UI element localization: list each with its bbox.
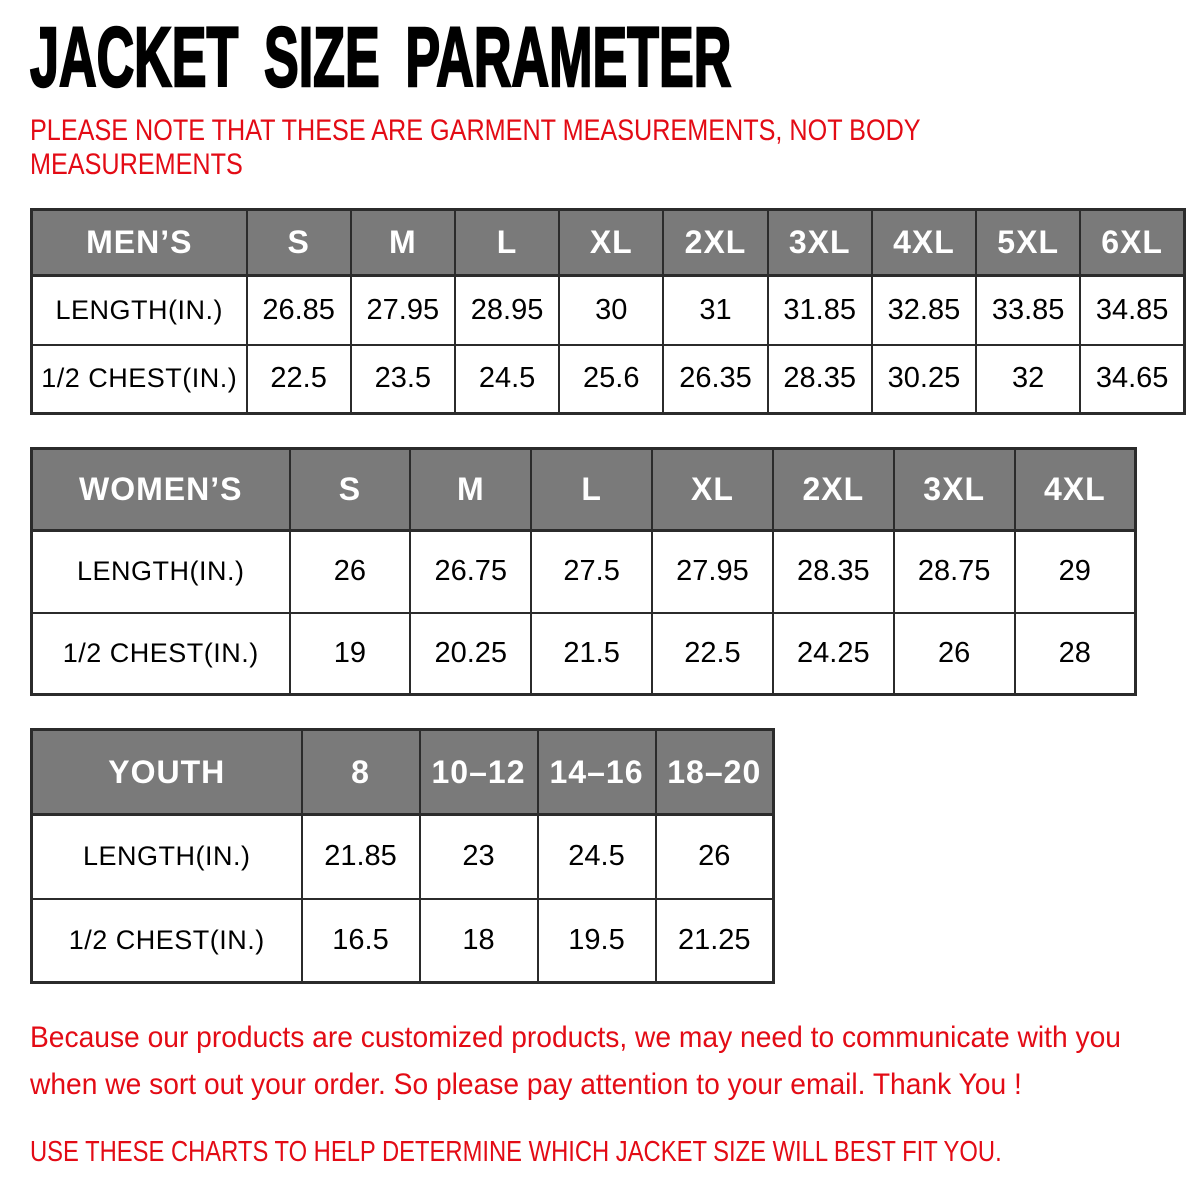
size-header-cell: M xyxy=(351,210,455,276)
row-label: 1/2 CHEST(IN.) xyxy=(32,899,302,983)
size-value-cell: 32 xyxy=(976,345,1080,414)
size-header-cell: XL xyxy=(559,210,663,276)
size-header-cell: XL xyxy=(652,449,773,531)
size-header-cell: L xyxy=(455,210,559,276)
size-value-cell: 24.5 xyxy=(455,345,559,414)
table-row xyxy=(32,276,1185,345)
row-label: 1/2 CHEST(IN.) xyxy=(32,345,247,414)
page-title: JACKET SIZE PARAMETER xyxy=(30,10,732,104)
note-line: PLEASE NOTE THAT THESE ARE GARMENT MEASUREMENTS, NOT BODY xyxy=(30,114,921,147)
size-header-cell: 18–20 xyxy=(656,730,774,815)
youth-size-table xyxy=(30,728,775,984)
table-row xyxy=(32,899,774,983)
womens-size-table xyxy=(30,447,1137,696)
size-value-cell: 34.85 xyxy=(1080,276,1184,345)
size-value-cell: 30.25 xyxy=(872,345,976,414)
size-value-cell: 22.5 xyxy=(247,345,351,414)
size-value-cell: 33.85 xyxy=(976,276,1080,345)
size-value-cell: 30 xyxy=(559,276,663,345)
youth-size-table-container xyxy=(30,728,1170,984)
table-row xyxy=(32,613,1136,695)
size-value-cell: 27.95 xyxy=(652,531,773,613)
womens-table-title: WOMEN’S xyxy=(32,449,290,531)
row-label: 1/2 CHEST(IN.) xyxy=(32,613,290,695)
size-header-cell: 2XL xyxy=(773,449,894,531)
size-value-cell: 22.5 xyxy=(652,613,773,695)
size-value-cell: 27.5 xyxy=(531,531,652,613)
size-value-cell: 19.5 xyxy=(538,899,656,983)
customization-notice-line: when we sort out your order. So please pay attention to your email. Thank You ! xyxy=(30,1068,1022,1101)
size-value-cell: 31.85 xyxy=(768,276,872,345)
size-header-cell: 10–12 xyxy=(420,730,538,815)
table-row xyxy=(32,345,1185,414)
size-value-cell: 21.85 xyxy=(302,815,420,899)
size-header-cell: S xyxy=(290,449,411,531)
size-value-cell: 21.5 xyxy=(531,613,652,695)
size-value-cell: 29 xyxy=(1015,531,1136,613)
size-header-cell: 8 xyxy=(302,730,420,815)
table-row xyxy=(32,815,774,899)
size-value-cell: 16.5 xyxy=(302,899,420,983)
size-value-cell: 20.25 xyxy=(410,613,531,695)
youth-table-title: YOUTH xyxy=(32,730,302,815)
size-header-cell: S xyxy=(247,210,351,276)
garment-measurement-note xyxy=(30,114,1170,182)
size-value-cell: 27.95 xyxy=(351,276,455,345)
table-row xyxy=(32,531,1136,613)
customization-notice-line: Because our products are customized products, we may need to communicate with you xyxy=(30,1021,1121,1054)
size-header-cell: 4XL xyxy=(872,210,976,276)
size-header-cell: 3XL xyxy=(894,449,1015,531)
size-value-cell: 23.5 xyxy=(351,345,455,414)
size-header-cell: M xyxy=(410,449,531,531)
size-value-cell: 26 xyxy=(894,613,1015,695)
customization-notice xyxy=(30,1014,1170,1108)
mens-size-table xyxy=(30,208,1186,415)
mens-size-table-container xyxy=(30,208,1170,415)
fit-guidance-note: USE THESE CHARTS TO HELP DETERMINE WHICH JACKET SIZE WILL BEST FIT YOU. xyxy=(30,1136,1002,1168)
size-value-cell: 24.25 xyxy=(773,613,894,695)
mens-header-row xyxy=(32,210,1185,276)
mens-table-title: MEN’S xyxy=(32,210,247,276)
size-value-cell: 28 xyxy=(1015,613,1136,695)
size-value-cell: 21.25 xyxy=(656,899,774,983)
size-header-cell: 6XL xyxy=(1080,210,1184,276)
size-value-cell: 25.6 xyxy=(559,345,663,414)
note-line: MEASUREMENTS xyxy=(30,148,243,181)
size-header-cell: 5XL xyxy=(976,210,1080,276)
size-value-cell: 26 xyxy=(656,815,774,899)
row-label: LENGTH(IN.) xyxy=(32,815,302,899)
womens-header-row xyxy=(32,449,1136,531)
size-value-cell: 32.85 xyxy=(872,276,976,345)
size-header-cell: 2XL xyxy=(663,210,767,276)
size-value-cell: 18 xyxy=(420,899,538,983)
row-label: LENGTH(IN.) xyxy=(32,531,290,613)
size-value-cell: 26.35 xyxy=(663,345,767,414)
size-value-cell: 34.65 xyxy=(1080,345,1184,414)
size-header-cell: 3XL xyxy=(768,210,872,276)
size-value-cell: 26 xyxy=(290,531,411,613)
size-header-cell: 14–16 xyxy=(538,730,656,815)
size-value-cell: 26.75 xyxy=(410,531,531,613)
size-value-cell: 28.95 xyxy=(455,276,559,345)
size-value-cell: 26.85 xyxy=(247,276,351,345)
size-value-cell: 28.75 xyxy=(894,531,1015,613)
size-header-cell: 4XL xyxy=(1015,449,1136,531)
row-label: LENGTH(IN.) xyxy=(32,276,247,345)
size-value-cell: 28.35 xyxy=(773,531,894,613)
size-value-cell: 31 xyxy=(663,276,767,345)
youth-header-row xyxy=(32,730,774,815)
womens-size-table-container xyxy=(30,447,1170,696)
size-value-cell: 28.35 xyxy=(768,345,872,414)
size-value-cell: 19 xyxy=(290,613,411,695)
size-header-cell: L xyxy=(531,449,652,531)
size-value-cell: 23 xyxy=(420,815,538,899)
size-value-cell: 24.5 xyxy=(538,815,656,899)
